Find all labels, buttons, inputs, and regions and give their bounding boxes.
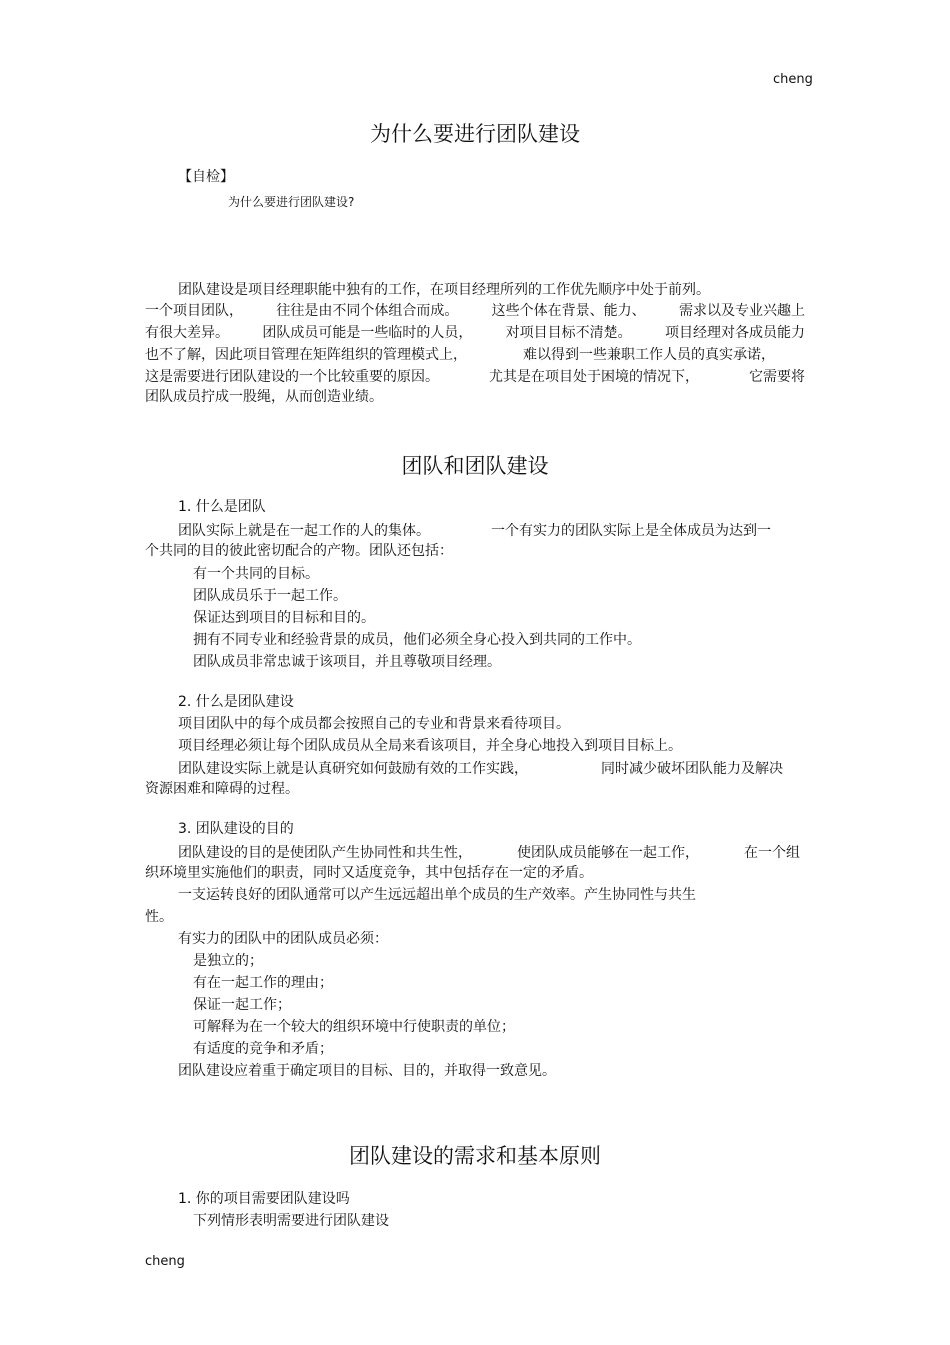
section-title-needs-and-principles: 团队建设的需求和基本原则 [349, 1144, 601, 1168]
text-span: 团队建设实际上就是认真研究如何鼓励有效的工作实践， [178, 761, 528, 777]
text-span: 对项目目标不清楚。 [505, 325, 632, 341]
sub3-item: 是独立的； [193, 953, 263, 969]
sub2-line2: 项目经理必须让每个团队成员从全局来看该项目，并全身心地投入到项目目标上。 [178, 738, 682, 754]
sub1-heading: 1. 什么是团队 [178, 499, 266, 515]
text-span: 项目经理对各成员能力 [664, 325, 805, 341]
section-title-why-team-building: 为什么要进行团队建设 [370, 122, 580, 146]
sub3-item: 有在一起工作的理由； [193, 975, 333, 991]
sub3-line3: 一支运转良好的团队通常可以产生远远超出单个成员的生产效率。产生协同性与共生 [178, 887, 696, 903]
para1-line3 [145, 322, 805, 342]
sub3-item: 保证一起工作； [193, 997, 291, 1013]
section-title-team-and-building: 团队和团队建设 [401, 454, 549, 478]
sub2-line4: 资源困难和障碍的过程。 [145, 781, 299, 797]
sub1-line1 [178, 520, 771, 540]
sec3-sub1-line1: 下列情形表明需要进行团队建设 [193, 1213, 389, 1229]
page-footer: cheng [145, 1254, 185, 1269]
text-span: 需求以及专业兴趣上 [678, 303, 805, 319]
text-span: 这些个体在背景、能力、 [491, 303, 646, 319]
self-check-label: 【自检】 [178, 169, 234, 185]
text-span: 这是需要进行团队建设的一个比较重要的原因。 [145, 369, 439, 385]
sub3-line2: 织环境里实施他们的职责，同时又适度竞争，其中包括存在一定的矛盾。 [145, 865, 593, 881]
sub3-line1 [178, 842, 800, 862]
text-span: 一个有实力的团队实际上是全体成员为达到一 [491, 523, 771, 539]
text-span: 有很大差异。 [145, 325, 229, 341]
text-span: 难以得到一些兼职工作人员的真实承诺， [523, 347, 775, 363]
sub3-line5: 有实力的团队中的团队成员必须： [178, 931, 388, 947]
text-span: 也不了解，因此项目管理在矩阵组织的管理模式上， [145, 347, 467, 363]
text-span: 使团队成员能够在一起工作， [517, 845, 699, 861]
sub3-line4: 性。 [145, 909, 173, 925]
para1-line2 [145, 300, 805, 320]
sub2-heading: 2. 什么是团队建设 [178, 694, 294, 710]
text-span: 团队成员可能是一些临时的人员， [262, 325, 473, 341]
sub3-closing: 团队建设应着重于确定项目的目标、目的，并取得一致意见。 [178, 1063, 556, 1079]
para1-line6: 团队成员拧成一股绳，从而创造业绩。 [145, 389, 383, 405]
sub2-line1: 项目团队中的每个成员都会按照自己的专业和背景来看待项目。 [178, 716, 570, 732]
text-span: 它需要将 [749, 369, 805, 385]
text-span: 同时减少破坏团队能力及解决 [601, 761, 783, 777]
sub1-item: 团队成员非常忠诚于该项目，并且尊敬项目经理。 [193, 654, 501, 670]
self-check-question: 为什么要进行团队建设? [228, 195, 355, 209]
sub1-item: 拥有不同专业和经验背景的成员，他们必须全身心投入到共同的工作中。 [193, 632, 641, 648]
sec3-sub1-heading: 1. 你的项目需要团队建设吗 [178, 1191, 350, 1207]
sub2-line3 [178, 758, 783, 778]
text-span: 往往是由不同个体组合而成。 [276, 303, 459, 319]
sub1-item: 团队成员乐于一起工作。 [193, 588, 347, 604]
para1-line1: 团队建设是项目经理职能中独有的工作，在项目经理所列的工作优先顺序中处于前列。 [178, 282, 710, 298]
sub1-item: 保证达到项目的目标和目的。 [193, 610, 375, 626]
text-span: 团队实际上就是在一起工作的人的集体。 [178, 523, 430, 539]
text-span: 一个项目团队， [145, 303, 243, 319]
para1-line5 [145, 366, 805, 386]
sub1-item: 有一个共同的目标。 [193, 566, 319, 582]
sub3-item: 可解释为在一个较大的组织环境中行使职责的单位； [193, 1019, 515, 1035]
page-header: cheng [773, 72, 813, 87]
sub3-heading: 3. 团队建设的目的 [178, 821, 294, 837]
text-span: 在一个组 [744, 845, 800, 861]
sub1-line2: 个共同的目的彼此密切配合的产物。团队还包括： [145, 543, 453, 559]
sub3-item: 有适度的竞争和矛盾； [193, 1041, 333, 1057]
text-span: 尤其是在项目处于困境的情况下， [489, 369, 699, 385]
para1-line4 [145, 344, 775, 364]
text-span: 团队建设的目的是使团队产生协同性和共生性， [178, 845, 472, 861]
